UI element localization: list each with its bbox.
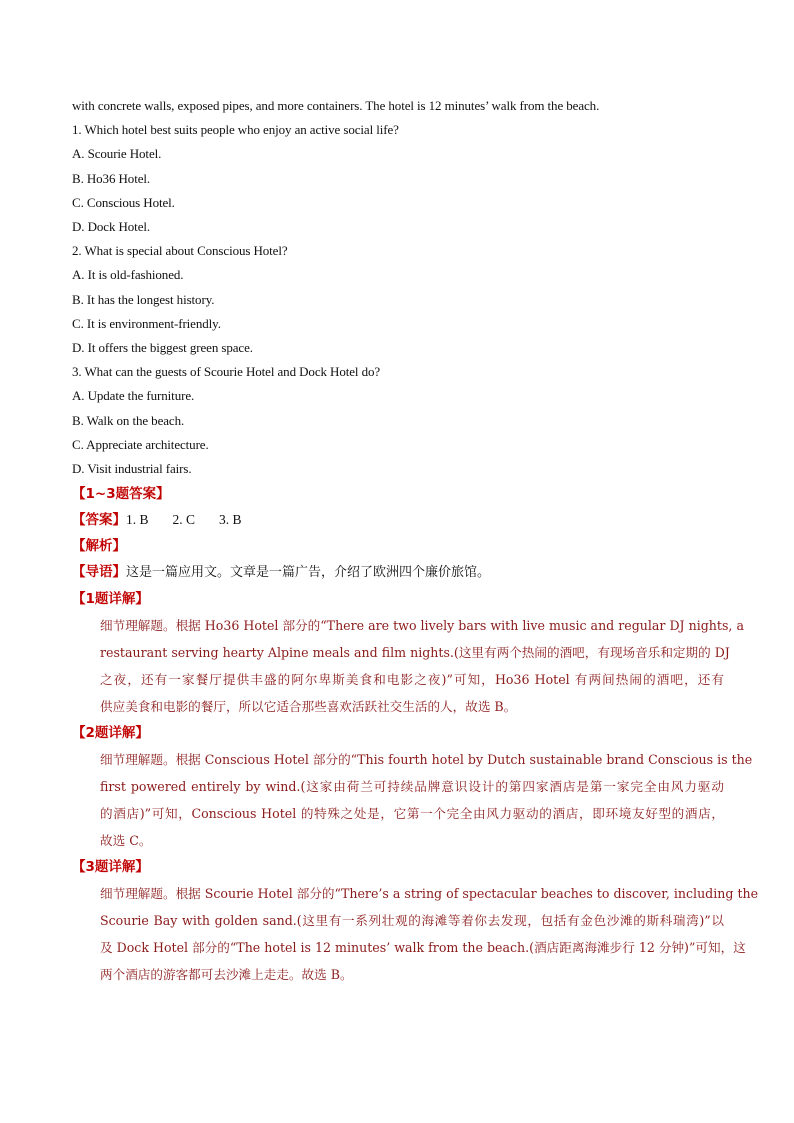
option-d: D. Dock Hotel. <box>72 219 151 235</box>
detail-line: 细节理解题。根据 Ho36 Hotel 部分的“There are two lively bars with live music and regular DJ nights, a <box>100 618 744 634</box>
option-d: D. It offers the biggest green space. <box>72 340 253 356</box>
answer-block-label: 【1~3题答案】 <box>72 486 170 503</box>
option-d: D. Visit industrial fairs. <box>72 461 192 477</box>
detail-label: 【1题详解】 <box>72 591 149 608</box>
detail-line: restaurant serving hearty Alpine meals and film nights.(这里有两个热闹的酒吧，有现场音乐和定期的 DJ <box>100 645 730 661</box>
detail-line: 细节理解题。根据 Scourie Hotel 部分的“There’s a string of spectacular beaches to discover, including the <box>100 886 759 902</box>
option-c: C. Appreciate architecture. <box>72 436 209 452</box>
question-1 <box>72 118 724 239</box>
answer-value-1: 1. B <box>126 512 149 528</box>
option-c: C. Conscious Hotel. <box>72 194 175 210</box>
question-2 <box>72 239 724 360</box>
guide-label: 【导语】 <box>72 564 126 581</box>
detail-line: 两个酒店的游客都可去沙滩上走走。故选 B。 <box>100 967 353 983</box>
option-a: A. It is old-fashioned. <box>72 267 184 283</box>
option-a: A. Scourie Hotel. <box>72 146 162 162</box>
detail-line: 供应美食和电影的餐厅，所以它适合那些喜欢活跃社交生活的人，故选 B。 <box>100 699 517 715</box>
option-b: B. Ho36 Hotel. <box>72 170 151 186</box>
detail-line: Scourie Bay with golden sand.(这里有一系列壮观的海滩等着你去发现，包括有金色沙滩的斯科瑞湾)”以 <box>100 913 724 929</box>
question-stem: 2. What is special about Conscious Hotel? <box>72 243 288 259</box>
detail-line: first powered entirely by wind.(这家由荷兰可持续品牌意识设计的第四家酒店是第一家完全由风力驱动 <box>100 779 724 795</box>
question-3 <box>72 360 724 481</box>
question-stem: 3. What can the guests of Scourie Hotel and Dock Hotel do? <box>72 364 381 380</box>
answer-label: 【答案】 <box>72 512 126 529</box>
answer-value-3: 3. B <box>219 512 242 528</box>
detail-line: 细节理解题。根据 Conscious Hotel 部分的“This fourth hotel by Dutch sustainable brand Conscious is the <box>100 752 753 768</box>
detail-label: 【2题详解】 <box>72 725 149 742</box>
question-stem: 1. Which hotel best suits people who enjoy an active social life? <box>72 122 399 138</box>
detail-label: 【3题详解】 <box>72 859 149 876</box>
answer-value-2: 2. C <box>172 512 196 528</box>
detail-3 <box>72 854 759 988</box>
detail-line: 之夜，还有一家餐厅提供丰盛的阿尔卑斯美食和电影之夜)”可知，Ho36 Hotel 有两间热闹的酒吧，还有 <box>100 672 724 688</box>
detail-2 <box>72 720 753 854</box>
detail-line: 的酒店)”可知，Conscious Hotel 的特殊之处是，它第一个完全由风力驱动的酒店，即环境友好型的酒店， <box>100 806 724 822</box>
option-b: B. It has the longest history. <box>72 291 215 307</box>
document-content <box>72 94 759 988</box>
option-a: A. Update the furniture. <box>72 388 195 404</box>
answer-line <box>72 507 724 533</box>
detail-line: 及 Dock Hotel 部分的“The hotel is 12 minutes’ walk from the beach.(酒店距离海滩步行 12 分钟)”可知，这 <box>100 940 746 956</box>
option-b: B. Walk on the beach. <box>72 412 185 428</box>
analysis-label: 【解析】 <box>72 538 126 555</box>
guide-line <box>72 559 724 586</box>
detail-line: 故选 C。 <box>100 833 152 849</box>
detail-1 <box>72 586 744 720</box>
guide-text: 这是一篇应用文。文章是一篇广告，介绍了欧洲四个廉价旅馆。 <box>126 565 491 581</box>
option-c: C. It is environment-friendly. <box>72 315 221 331</box>
intro-line: with concrete walls, exposed pipes, and more containers. The hotel is 12 minutes’ walk from the beach. <box>72 98 600 113</box>
